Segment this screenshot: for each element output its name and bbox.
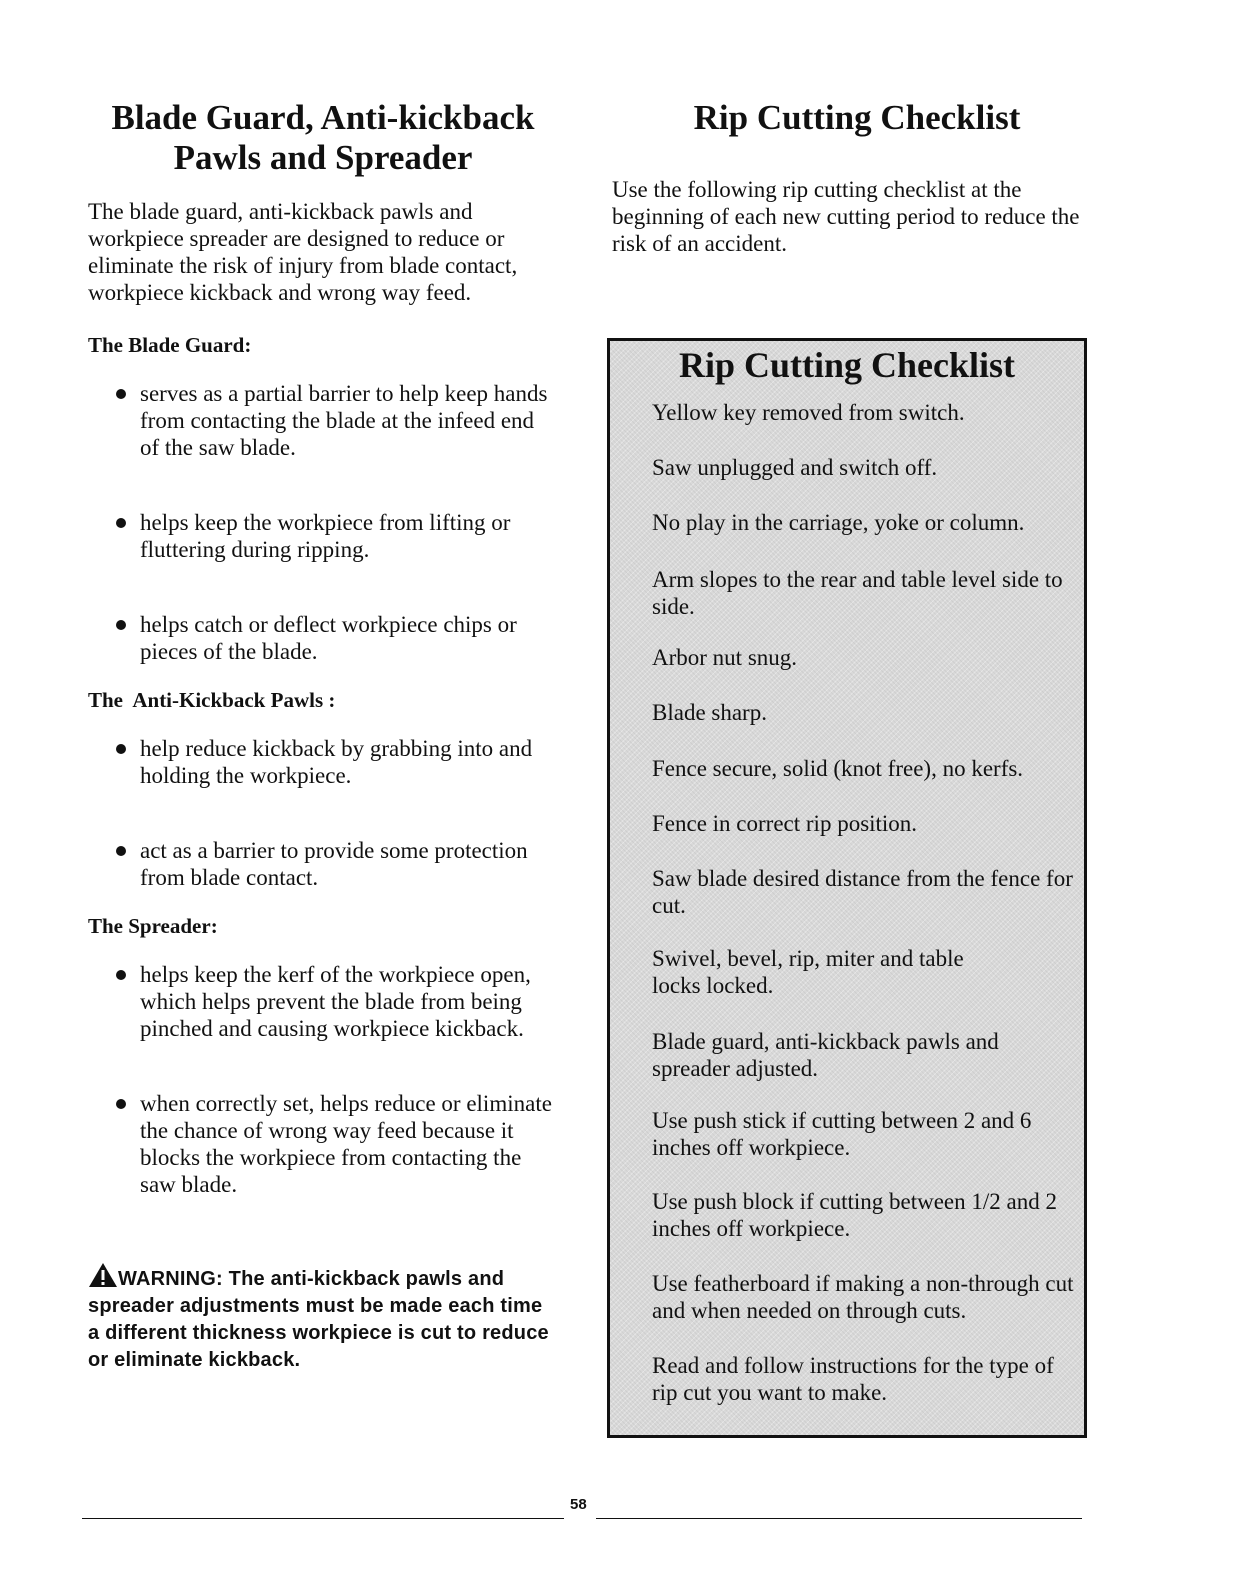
- warning-notice: [88, 1262, 558, 1374]
- page-number: 58: [570, 1496, 587, 1513]
- checklist-item: Arbor nut snug.: [652, 645, 798, 670]
- guard-title: The Blade Guard:: [88, 333, 252, 357]
- list-item: when correctly set, helps reduce or eliminate the chance of wrong way feed because it blocks the workpiece from contacting the saw blade.: [88, 1090, 558, 1198]
- bullet-icon: [116, 620, 126, 630]
- checklist-item: Use push block if cutting between 1/2 and 2 inches off workpiece.: [652, 1189, 1057, 1241]
- guard-list: [88, 380, 558, 665]
- list-item: serves as a partial barrier to help keep hands from contacting the blade at the infeed end of the saw blade.: [88, 380, 558, 461]
- warning-icon: [88, 1262, 118, 1288]
- pawls-title: The Anti-Kickback Pawls :: [88, 688, 336, 712]
- checklist-item: Use push stick if cutting between 2 and 6 inches off workpiece.: [652, 1108, 1032, 1160]
- checklist-title: Rip Cutting Checklist: [678, 345, 1016, 385]
- right-intro: Use the following rip cutting checklist at the beginning of each new cutting period to reduce the risk of an accident.: [612, 177, 1080, 256]
- list-item: helps catch or deflect workpiece chips or pieces of the blade.: [88, 611, 558, 665]
- checklist-item: Use featherboard if making a non-through cut and when needed on through cuts.: [652, 1271, 1074, 1323]
- bullet-icon: [116, 846, 126, 856]
- checklist-item: No play in the carriage, yoke or column.: [652, 510, 1025, 535]
- spreader-title: The Spreader:: [88, 914, 218, 938]
- checklist-item: Read and follow instructions for the type of rip cut you want to make.: [652, 1353, 1054, 1405]
- bullet-icon: [116, 744, 126, 754]
- left-heading: Blade Guard, Anti-kickback Pawls and Spreader: [111, 98, 535, 177]
- checklist-item: Arm slopes to the rear and table level side to side.: [652, 567, 1063, 619]
- right-column: [612, 98, 1102, 257]
- footer-rule-right: [596, 1518, 1082, 1519]
- bullet-icon: [116, 1099, 126, 1109]
- bullet-icon: [116, 518, 126, 528]
- checklist-item: Swivel, bevel, rip, miter and table locks locked.: [652, 946, 964, 998]
- spreader-list: [88, 961, 558, 1198]
- warning-label: WARNING:: [118, 1268, 223, 1290]
- list-item: helps keep the workpiece from lifting or fluttering during ripping.: [88, 509, 558, 563]
- left-column: [88, 98, 558, 1198]
- checklist-item: Fence secure, solid (knot free), no kerfs.: [652, 756, 1024, 781]
- checklist-item: Yellow key removed from switch.: [652, 400, 965, 425]
- left-intro: The blade guard, anti-kickback pawls and workpiece spreader are designed to reduce or eliminate the risk of injury from blade contact, workpiece kickback and wrong way feed.: [88, 199, 518, 305]
- checklist-item: Saw blade desired distance from the fence for cut.: [652, 866, 1073, 918]
- bullet-icon: [116, 970, 126, 980]
- pawls-list: [88, 735, 558, 891]
- list-item: helps keep the kerf of the workpiece open, which helps prevent the blade from being pinched and causing workpiece kickback.: [88, 961, 558, 1042]
- list-item: act as a barrier to provide some protection from blade contact.: [88, 837, 558, 891]
- bullet-icon: [116, 389, 126, 399]
- list-item: help reduce kickback by grabbing into and holding the workpiece.: [88, 735, 558, 789]
- footer-rule-left: [82, 1518, 564, 1519]
- checklist-item: Blade sharp.: [652, 700, 767, 725]
- checklist-item: Saw unplugged and switch off.: [652, 455, 938, 480]
- checklist-item: Fence in correct rip position.: [652, 811, 918, 836]
- right-heading: Rip Cutting Checklist: [693, 98, 1021, 137]
- warning-text: The anti-kickback pawls and spreader adjustments must be made each time a different thickness workpiece is cut to reduce or eliminate kickback.: [88, 1268, 549, 1371]
- checklist-item: Blade guard, anti-kickback pawls and spreader adjusted.: [652, 1029, 999, 1081]
- checklist-box: [607, 338, 1087, 1438]
